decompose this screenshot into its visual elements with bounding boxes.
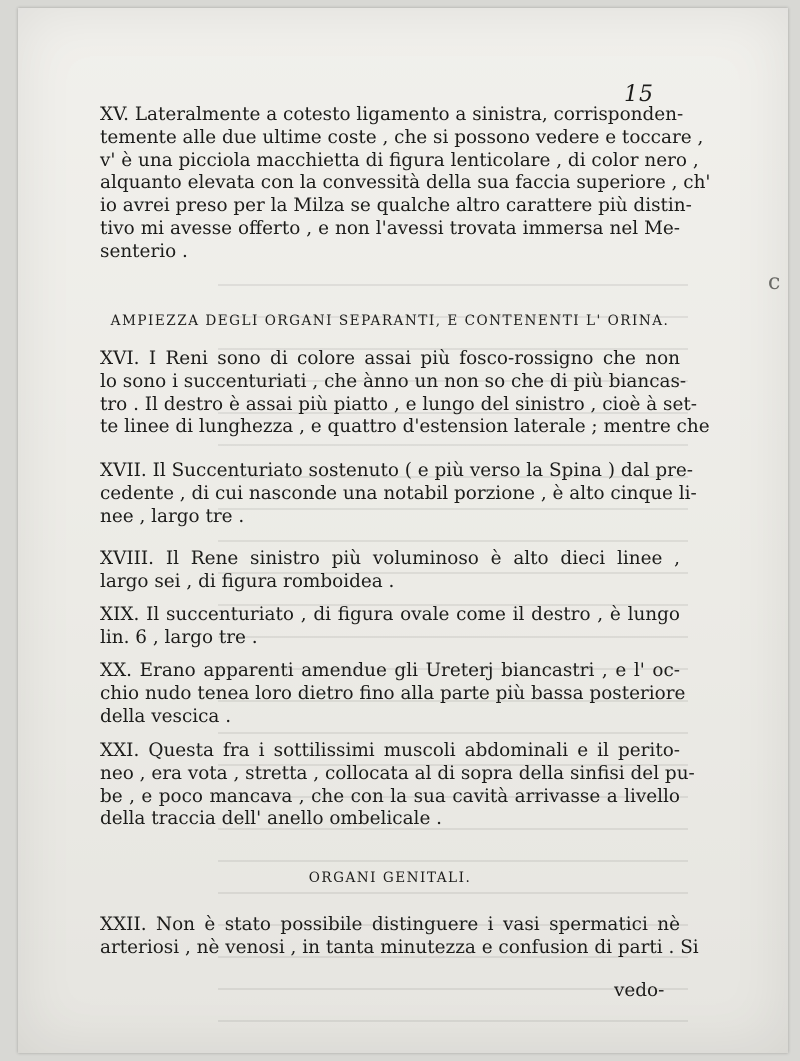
text-line: XVIII. Il Rene sinistro più voluminoso è alto dieci linee , [100,548,680,569]
text-line: alquanto elevata con la convessità della sua faccia superiore , ch' [100,172,711,194]
text-line: temente alle due ultime coste , che si possono vedere e toccare , [100,126,704,148]
text-line: cedente , di cui nasconde una notabil porzione , è alto cinque li- [100,482,697,504]
page-number: 15 [624,82,654,107]
catchword: vedo- [614,980,665,1001]
text-line: lin. 6 , largo tre . [100,626,258,648]
text-line: tivo mi avesse offerto , e non l'avessi trovata immersa nel Me- [100,217,680,239]
text-line: XX. Erano apparenti amendue gli Ureterj biancastri , e l' oc- [100,660,680,681]
paragraph-xvi [100,348,710,439]
text-line: neo , era vota , stretta , collocata al di sopra della sinfisi del pu- [100,762,695,784]
paragraph-xviii [100,548,680,594]
paragraph-xxii [100,914,699,960]
text-line: largo sei , di figura romboidea . [100,570,395,592]
margin-mark: c [768,270,781,295]
text-line: v' è una picciola macchietta di figura lenticolare , di color nero , [100,149,699,171]
text-line: XIX. Il succenturiato , di figura ovale come il destro , è lungo [100,604,680,625]
text-line: XXII. Non è stato possibile distinguere i vasi spermatici nè [100,914,680,935]
section-heading-ampiezza: AMPIEZZA DEGLI ORGANI SEPARANTI, E CONTENENTI L' ORINA. [110,313,670,329]
paragraph-xx [100,660,686,728]
paragraph-xvii [100,460,697,528]
text-line: chio nudo tenea loro dietro fino alla parte più bassa posteriore [100,682,686,704]
text-line: senterio . [100,240,188,262]
text-line: XVII. Il Succenturiato sostenuto ( e più verso la Spina ) dal pre- [100,460,694,481]
paragraph-xix [100,604,680,650]
text-line: della traccia dell' anello ombelicale . [100,808,443,830]
text-line: io avrei preso per la Milza se qualche altro carattere più distin- [100,195,692,217]
text-line: te linee di lunghezza , e quattro d'estension laterale ; mentre che [100,416,710,438]
text-line: XVI. I Reni sono di colore assai più fosco-rossigno che non [100,348,680,369]
text-line: arteriosi , nè venosi , in tanta minutezza e confusion di parti . Si [100,936,699,958]
paragraph-xxi [100,740,695,831]
text-line: lo sono i succenturiati , che ànno un non so che di più biancas- [100,370,687,392]
text-line: della vescica . [100,705,232,727]
text-line: XXI. Questa fra i sottilissimi muscoli abdominali e il perito- [100,740,680,761]
section-heading-organi-genitali: ORGANI GENITALI. [308,870,472,886]
text-line: nee , largo tre . [100,505,245,527]
text-line: tro . Il destro è assai più piatto , e lungo del sinistro , cioè à set- [100,393,697,415]
paragraph-xv [100,104,711,264]
text-line: be , e poco mancava , che con la sua cavità arrivasse a livello [100,785,680,807]
book-page [18,8,788,1053]
text-line: XV. Lateralmente a cotesto ligamento a sinistra, corrisponden- [100,104,684,125]
